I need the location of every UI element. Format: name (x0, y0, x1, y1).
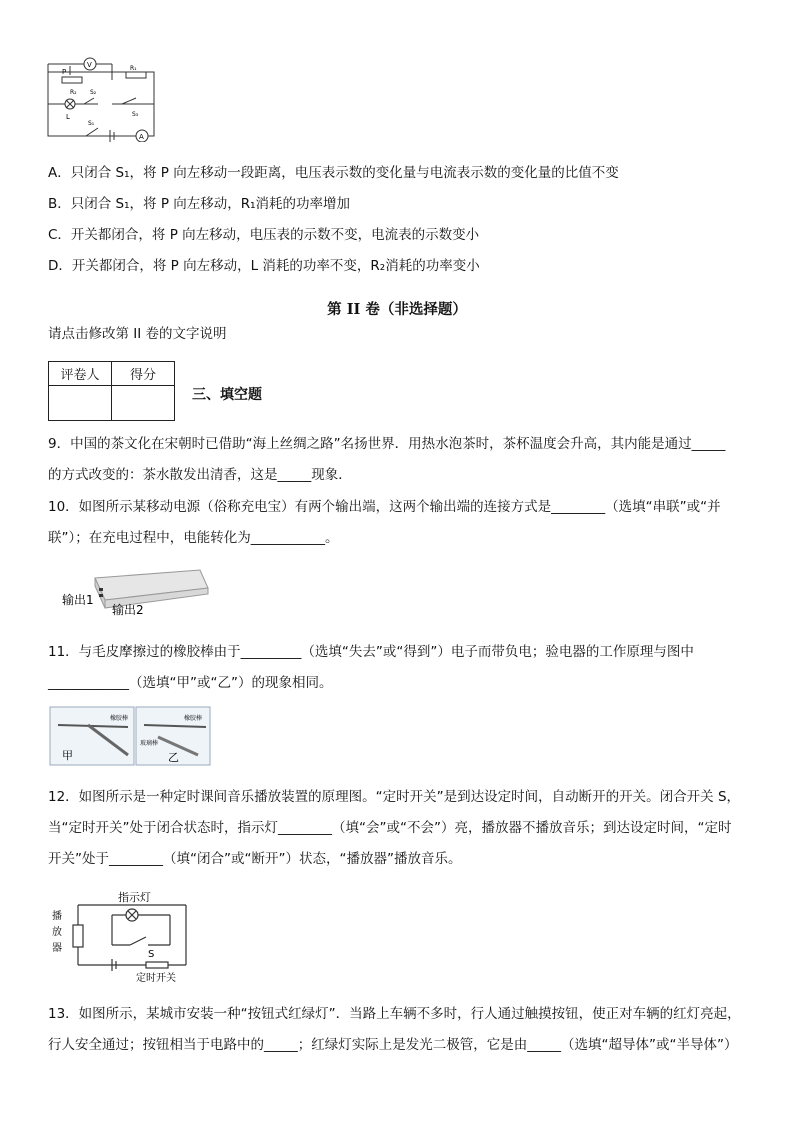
s1-label: S₁ (88, 120, 95, 127)
q10-line-2: 联”）；在充电过程中，电能转化为___________。 (48, 530, 339, 546)
q12-line-2: 当“定时开关”处于闭合状态时，指示灯________（填“会”或“不会”）亮，播放器不播放音乐；到达设定时间，“定时 (48, 820, 732, 836)
score-table-header-score: 得分 (112, 362, 175, 386)
rubber-rod-label-jia: 橡胶棒 (110, 715, 129, 722)
player-label-3: 器 (52, 943, 62, 954)
r1-label: R₁ (130, 65, 137, 72)
score-table-header-grader: 评卷人 (49, 362, 112, 386)
figure-jia-label: 甲 (62, 749, 73, 762)
power-bank-output2-label: 输出2 (112, 603, 144, 616)
indicator-lamp-label: 指示灯 (118, 891, 151, 904)
r2-label: R₂ (70, 89, 77, 96)
score-table-cell-grader (49, 386, 112, 421)
voltmeter-label: V (87, 61, 92, 69)
score-table-cell-score (112, 386, 175, 421)
timer-circuit-diagram (50, 885, 200, 983)
q12-line-1: 12．如图所示是一种定时课间音乐播放装置的原理图。“定时开关”是到达设定时间，自动断开的开关。闭合开关 S， (48, 789, 741, 805)
ammeter-label: A (139, 133, 144, 141)
lamp-l-label: L (66, 113, 70, 121)
figure-yi-label: 乙 (168, 751, 179, 764)
timer-switch-label: 定时开关 (136, 973, 176, 983)
q13-line-1: 13．如图所示，某城市安装一种“按钮式红绿灯”．当路上车辆不多时，行人通过触摸按钮，使正对车辆的红灯亮起， (48, 1006, 741, 1022)
q11-line-2: ____________（选填“甲”或“乙”）的现象相同。 (48, 675, 333, 691)
circuit-diagram-q8 (46, 52, 166, 142)
q13-line-2: 行人安全通过；按钮相当于电路中的_____；红绿灯实际上是发光二极管，它是由_____（选填“超导体”或“半导体”） (48, 1037, 738, 1053)
q8-option-c: C．开关都闭合，将 P 向左移动，电压表的示数不变，电流表的示数变小 (48, 227, 480, 243)
slider-p-label: P (62, 68, 67, 76)
q8-option-a: A．只闭合 S₁，将 P 向左移动一段距离，电压表示数的变化量与电流表示数的变化量的比值不变 (48, 165, 619, 181)
power-bank-image (60, 566, 210, 616)
player-label-2: 放 (52, 927, 62, 938)
rod-experiment-image (48, 705, 213, 767)
q8-option-b: B．只闭合 S₁，将 P 向左移动，R₁消耗的功率增加 (48, 196, 351, 212)
power-bank-output1-label: 输出1 (62, 593, 94, 607)
s3-label: S₃ (132, 111, 139, 118)
score-table (48, 361, 175, 421)
q11-line-1: 11．与毛皮摩擦过的橡胶棒由于_________（选填“失去”或“得到”）电子而带负电；验电器的工作原理与图中 (48, 644, 694, 660)
q10-line-1: 10．如图所示某移动电源（俗称充电宝）有两个输出端，这两个输出端的连接方式是________（选填“串联”或“并 (48, 499, 721, 515)
rubber-rod-label-yi: 橡胶棒 (184, 715, 203, 722)
switch-s-label: S (148, 949, 155, 960)
q9-line-1: 9．中国的茶文化在宋朝时已借助“海上丝绸之路”名扬世界．用热水泡茶时，茶杯温度会升高，其内能是通过_____ (48, 436, 726, 452)
fill-in-section-title: 三、填空题 (192, 387, 262, 403)
section-note: 请点击修改第 II 卷的文字说明 (48, 326, 227, 342)
s2-label: S₂ (90, 89, 97, 96)
q12-line-3: 开关”处于________（填“闭合”或“断开”）状态，“播放器”播放音乐。 (48, 851, 462, 867)
section-title: 第 II 卷（非选择题） (327, 301, 467, 318)
player-label-1: 播 (52, 911, 62, 922)
glass-rod-label: 玻璃棒 (140, 740, 159, 747)
q8-option-d: D．开关都闭合，将 P 向左移动，L 消耗的功率不变，R₂消耗的功率变小 (48, 258, 480, 274)
q9-line-2: 的方式改变的：茶水散发出清香，这是_____现象． (48, 467, 352, 483)
